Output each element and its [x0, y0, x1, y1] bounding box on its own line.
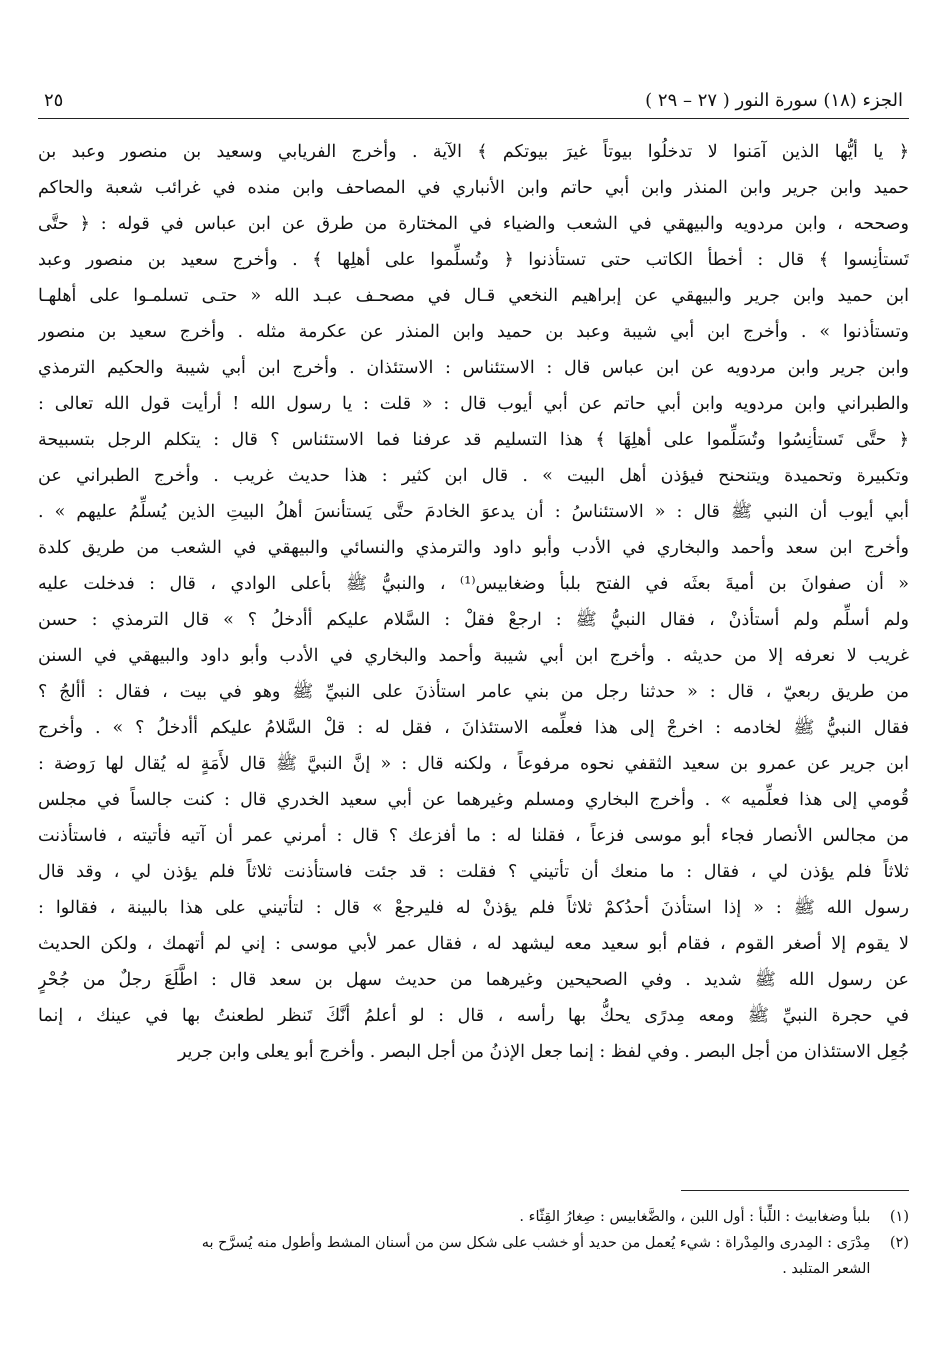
footnote [38, 1204, 909, 1230]
footnote-text: مِدْرَى : المِدرى والمِدْراة : شيء يُعمل من حديد أو خشب على شكل سن من أسنان المشط وأطول منه يُسرَّح به [201, 1235, 871, 1251]
text-line: وتكبيرة وتحميدة ويتنحنح فيؤذن أهل البيت » . قال ابن كثير : هذا حديث غريب . وأخرج الطبراني عن [38, 466, 909, 486]
text-line: حميد وابن جرير وابن المنذر وابن أبي حاتم وابن الأنباري في المصاحف وابن منده في غرائب شعبة والحاكم [38, 178, 909, 198]
text-line: ابن حميد وابن جرير والبيهقي عن إبراهيم النخعي قـال في مصحـف عبـد الله « حتـى تسلمـوا على أهلهـا [38, 286, 909, 306]
text-line: في حجرة النبيِّ ﷺ ومعه مِدرًى يحكُّ بها رأسه ، قال : لو أعلمُ أنَّكَ تَنظر لطعنتُ بها في عينك ، إنما [38, 1006, 909, 1026]
footnote-divider [681, 1190, 909, 1191]
text-line: ابن جرير عن عمرو بن سعيد الثقفي نحوه مرفوعاً ، ولكنه قال : « إنَّ النبيَّ ﷺ قال لأَمَةٍ له يُقال لها رَوضة : [38, 754, 909, 774]
page-number: ٢٥ [44, 90, 64, 111]
text-line: ولم أسلِّم ولم أستأذنْ ، فقال النبيُّ ﷺ : ارجعْ فقلْ : السَّلام عليكم أأدخلُ ؟ » قال الترمذي : حسن [38, 610, 909, 630]
text-line: أبي أيوب أن النبي ﷺ قال : « الاستئناسُ : أن يدعوَ الخادمَ حتَّى يَستأنسَ أهلُ البيتِ الذين يُسلِّمُ عليهم » . [38, 502, 909, 522]
text-line: جُعِل الاستئذان من أجل البصر . وفي لفظ : إنما جعل الإذنُ من أجل البصر . وأخرج أبو يعلى وابن جرير [177, 1042, 909, 1062]
text-line: وتستأذنوا » . وأخرج ابن أبي شيبة وعبد بن حميد وابن المنذر عن عكرمة مثله . وأخرج سعيد بن منصور [38, 322, 909, 342]
text-line: تَستأنِسوا ﴾ قال : أخطأ الكاتب حتى تستأذنوا ﴿ وتُسلِّموا على أهلِها ﴾ . وأخرج سعيد بن منصور وعبد [38, 250, 909, 270]
text-line: ﴿ يا أيُّها الذين آمَنوا لا تدخلُوا بيوتاً غيرَ بيوتكم ﴾ الآية . وأخرج الفريابي وسعيد بن منصور وعبد بن [38, 142, 909, 162]
footnote-number: (١) [889, 1209, 909, 1225]
page-header [38, 88, 909, 119]
text-line: وأخرج ابن سعد وأحمد والبخاري في الأدب وأبو داود والترمذي والنسائي والبيهقي في الشعب من طريق كلدة [38, 538, 909, 558]
text-line: « أن صفوانَ بن أميةَ بعثَه في الفتح بلبأ وضغابيس⁽¹⁾ ، والنبيُّ ﷺ بأعلى الوادي ، قال : فدخلت عليه [38, 574, 909, 594]
text-line: لا يقوم إلا أصغر القوم ، فقام أبو سعيد معه ليشهد له ، فقال عمر لأبي موسى : إني لم أتهمك ، ولكن الحديث [38, 934, 909, 954]
running-title: الجزء (١٨) سورة النور ( ٢٧ – ٢٩ ) [645, 90, 903, 111]
footnote-number: (٢) [889, 1235, 909, 1251]
footnote-text: الشعر المتلبد . [782, 1261, 871, 1277]
text-line: من طريق ربعيّ ، قال : « حدثنا رجل من بني عامر استأذنَ على النبيِّ ﷺ وهو في بيت ، فقال : أألجُ ؟ [38, 682, 909, 702]
text-line: وابن جرير وابن مردويه عن ابن عباس قال : الاستئناس : الاستئذان . وأخرج ابن أبي شيبة والحكيم الترمذي [38, 358, 909, 378]
text-line: ثلاثاً فلم يؤذن لي ، فقال : ما منعك أن تأتيني ؟ فقلت : قد جئت فاستأذنت ثلاثاً فلم يؤذن لي ، وقد قال [38, 862, 909, 882]
text-line: ﴿ حتَّى تَستأنِسُوا وتُسَلِّموا على أهلِهَا ﴾ هذا التسليم قد عرفنا فما الاستئناس ؟ قال : يتكلم الرجل بتسبيحة [38, 430, 909, 450]
text-line: فقال النبيُّ ﷺ لخادمه : اخرجْ إلى هذا فعلِّمه الاستئذانَ ، فقل له : قلْ السَّلامُ عليكم أأدخلُ ؟ » . وأخرج [38, 718, 909, 738]
footnote [38, 1256, 909, 1282]
text-line: غريب لا نعرفه إلا من حديثه . وأخرج ابن أبي شيبة وأحمد والبخاري في الأدب وأبو داود والبيهقي في السنن [38, 646, 909, 666]
text-line: عن رسول الله ﷺ شديد . وفي الصحيحين وغيرهما من حديث سهل بن سعد قال : اطَّلَعَ رجلٌ من جُحْرٍ [38, 970, 909, 990]
text-line: رسول الله ﷺ : « إذا استأذنَ أحدُكمْ ثلاثاً فلم يؤذنْ له فليرجعْ » قال : لتأتيني على هذا بالبينة ، فقالوا : [38, 898, 909, 918]
footnotes [38, 1204, 909, 1282]
footnote [38, 1230, 909, 1256]
text-line: قُومي إلى هذا فعلِّميه » . وأخرج البخاري ومسلم وغيرهما عن أبي سعيد الخدري قال : كنت جالساً في مجلس [38, 790, 909, 810]
main-text [38, 134, 909, 1070]
text-line: من مجالس الأنصار فجاء أبو موسى فزعاً ، فقلنا له : ما أفزعك ؟ قال : أمرني عمر أن آتيه فأتيته ، فاستأذنت [38, 826, 909, 846]
text-line: والطبراني وابن مردويه وابن أبي حاتم عن أبي أيوب قال : « قلت : يا رسول الله ! أرأيت قول الله تعالى : [38, 394, 909, 414]
text-line: وصححه ، وابن مردويه والبيهقي في الشعب والضياء في المختارة من طرق عن ابن عباس في قوله : ﴿ حتَّى [38, 214, 909, 234]
footnote-text: بلبأ وضغابيث : اللِّبأ : أول اللبن ، والضَّغابيس : صِغارُ القِثّاء . [519, 1209, 871, 1225]
